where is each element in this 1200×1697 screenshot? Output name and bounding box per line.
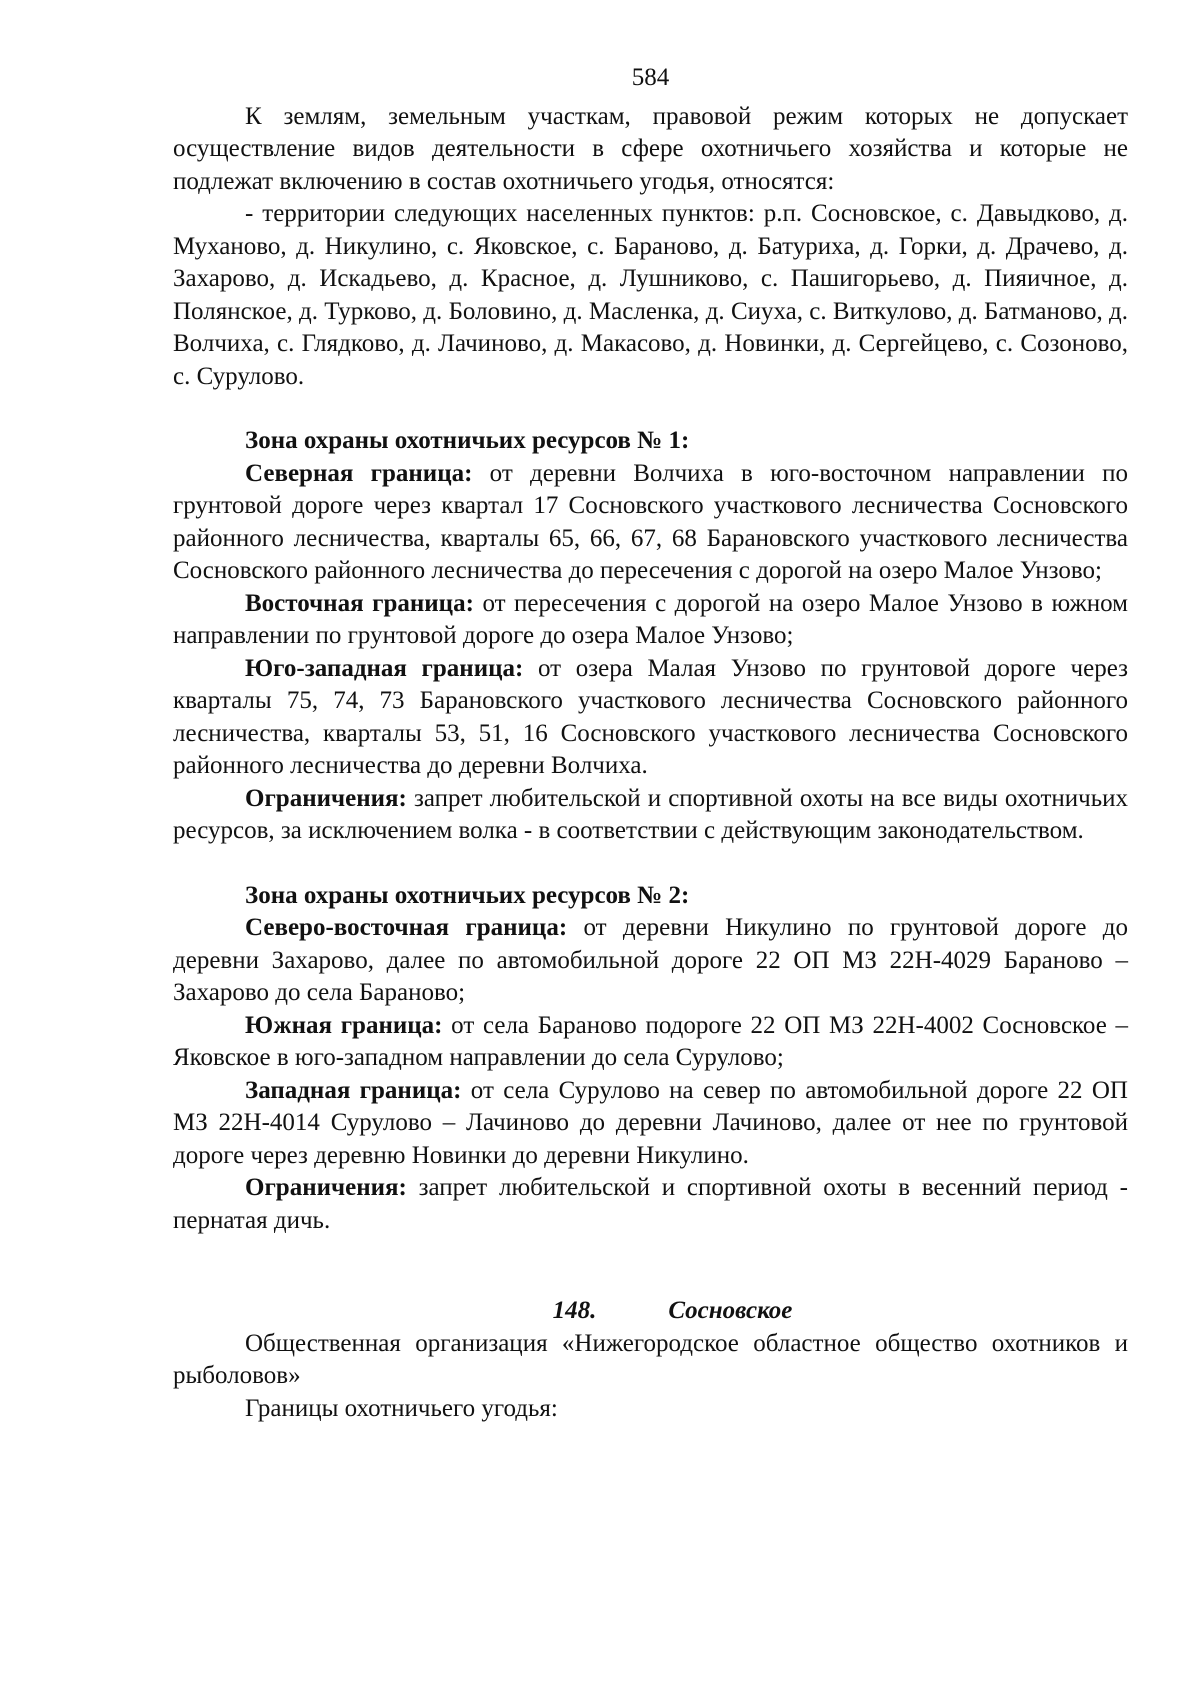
boundary-text: от деревни Никулино по грунтовой дороге до деревни Захарово, далее по автомобильной дороге 22 ОП МЗ 22Н-4029 Бараново – Захарово до села Бараново; <box>173 914 1128 1006</box>
section-heading <box>173 1295 1128 1328</box>
document-page <box>173 62 1128 1425</box>
boundary-text: от озера Малая Унзово по грунтовой дороге через кварталы 75, 74, 73 Барановского участкового лесничества Сосновского районного лесничества, кварталы 53, 51, 16 Сосновского участкового лесничества Сосновского районного лесничества до деревни Волчиха. <box>173 654 1128 779</box>
boundary-text: от села Бараново подороге 22 ОП МЗ 22Н-4002 Сосновское – Яковское в юго-западном направлении до села Сурулово; <box>173 1011 1129 1071</box>
zone-1-north-boundary <box>173 458 1128 588</box>
boundary-label: Северная граница: <box>245 459 473 487</box>
restrictions-label: Ограничения: <box>245 1174 407 1201</box>
restrictions-text: запрет любительской и спортивной охоты на все виды охотничьих ресурсов, за исключением волка - в соответствии с действующим законодательством. <box>173 784 1128 844</box>
zone-2-title: Зона охраны охотничьих ресурсов № 2: <box>245 881 690 909</box>
spacer <box>173 393 1128 425</box>
boundary-text: от села Сурулово на север по автомобильной дороге 22 ОП МЗ 22Н-4014 Сурулово – Лачиново до деревни Лачиново, далее от нее по грунтовой дороге через деревню Новинки до деревни Никулино. <box>173 1076 1128 1169</box>
boundary-text: от пересечения с дорогой на озеро Малое Унзово в южном направлении по грунтовой дороге до озера Малое Унзово; <box>173 589 1128 649</box>
intro-paragraph: К землям, земельным участкам, правовой режим которых не допускает осуществление видов деятельности в сфере охотничьего хозяйства и которые не подлежат включению в состав охотничьего угодья, относятся: <box>173 102 1128 195</box>
spacer <box>173 848 1128 880</box>
section-name: Сосновское <box>668 1297 793 1324</box>
spacer <box>173 1237 1128 1295</box>
zone-2-northeast-boundary <box>173 912 1128 1010</box>
zone-1-restrictions <box>173 783 1128 848</box>
page-number: 584 <box>631 64 670 91</box>
section-boundaries-heading: Границы охотничьего угодья: <box>245 1394 558 1422</box>
zone-2-west-boundary <box>173 1075 1128 1173</box>
boundary-label: Юго-западная граница: <box>245 654 524 682</box>
boundary-label: Северо-восточная граница: <box>245 914 568 941</box>
boundary-label: Западная граница: <box>245 1076 462 1104</box>
zone-2-restrictions <box>173 1172 1128 1237</box>
zone-2-south-boundary <box>173 1010 1128 1075</box>
territories-list: - территории следующих населенных пунктов: р.п. Сосновское, с. Давыдково, д. Муханово, д. Никулино, с. Яковское, с. Бараново, д. Батуриха, д. Горки, д. Драчево, д. Захарово, д. Искадьево, д. Красное, д. Лушниково, с. Пашигорьево, д. Пияичное, д. Полянское, д. Турково, д. Боловино, д. Масленка, д. Сиуха, с. Виткулово, д. Батманово, д. Волчиха, с. Глядково, д. Лачиново, д. Макасово, д. Новинки, д. Сергейцево, с. Созоново, с. Сурулово. <box>173 200 1128 390</box>
boundary-text: от деревни Волчиха в юго-восточном направлении по грунтовой дороге через квартал 17 Сосновского участкового лесничества Сосновского районного лесничества, кварталы 65, 66, 67, 68 Барановского участкового лесничества Сосновского районного лесничества до пересечения с дорогой на озеро Малое Унзово; <box>173 459 1129 584</box>
zone-1-southwest-boundary <box>173 653 1128 783</box>
section-number: 148. <box>552 1297 597 1324</box>
section-organization: Общественная организация «Нижегородское областное общество охотников и рыболовов» <box>173 1329 1128 1389</box>
restrictions-label: Ограничения: <box>245 784 407 812</box>
restrictions-text: запрет любительской и спортивной охоты в весенний период - пернатая дичь. <box>173 1174 1128 1234</box>
boundary-label: Восточная граница: <box>245 589 474 617</box>
zone-1-east-boundary <box>173 588 1128 653</box>
zone-1-title: Зона охраны охотничьих ресурсов № 1: <box>245 427 690 454</box>
boundary-label: Южная граница: <box>245 1011 443 1039</box>
